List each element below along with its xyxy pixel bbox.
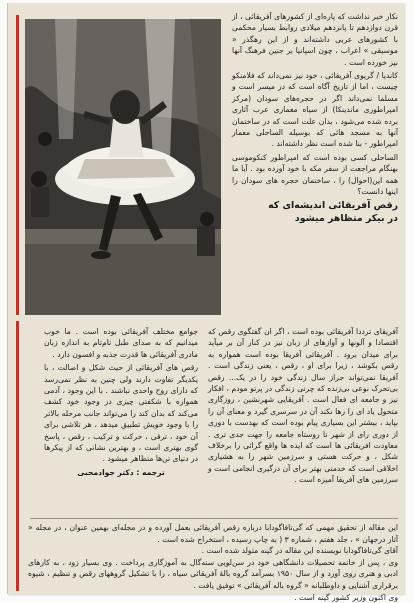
footer-paragraph: آقای گی‌تافاگودابا نویسنده این مقاله در گینه متولد شده است . [201, 546, 398, 556]
paragraph: الساحلی کسی بوده است که امپراطور کنکوموسی بهنگام مراجعت از سفر مکه با خود آورده بود . آیا ما همه این(احوال) را ، ساختمان حجره های سودان را اینها دانست؟ [232, 152, 398, 197]
footer-note [28, 522, 398, 603]
margin-red-line [16, 15, 19, 315]
section-heading: در بیکر متظاهر میشود [294, 212, 398, 224]
paragraph: نکار خبر نداشت که پاره‌ای از کشورهای آفریقائی ، از قرن دوازدهم تا پانزدهم میلادی روابط بسیار محکمی با کشورهای عربی داشته‌اند و از این رهگذر « موسیقی » اعراب ، چون اسپانیا بر جنین فرهنگ آنها نیز خورده است . [232, 12, 398, 67]
left-column-text [44, 326, 198, 480]
paragraph: کاندیا / گریوی آفریقائی ، خود نیز نمی‌داند که فلامنکو چیست ، اما از تاریخ آگاه است که در میسر است و مسلما نمی‌داند اگر در حجره‌های سودان (مرکز امپراطوری ماندینکا) از سیاه معماری عرب آثاری برده شده می‌شود ، بدان علت است که در ساختمان آنها به مسجد هائی که بوسیله الساحلی معمار امپراطور - بنا شده است نظر داشته‌اند . [232, 71, 398, 149]
paragraph: جوامع مختلف آفریقائی بوده است . ما خوب میدانیم که به صدای طبل تام‌تام به اندازه زبان مادری آفریقائی ها قدرت جذبه و افسون دارد . [44, 327, 198, 359]
dancer-illustration [25, 19, 221, 315]
divider-line [30, 518, 398, 519]
margin-red-line [16, 321, 19, 591]
dancer-photo [25, 19, 221, 315]
footer-paragraph: این مقاله از تحقیق مهمی که گی‌تافاگودابا درباره رقص آفریقائی بعمل آورده و در مجله‌ای بهمین عنوان ، در مجله « آثار درجهان » ، جلد هفتم ، شماره ۳ ( به چاپ رسیده ، استخراج شده است . [28, 523, 398, 544]
section-heading: رقص آفریقائی اندیشه‌ای که [268, 199, 398, 211]
magazine-page [7, 3, 404, 602]
footer-paragraph: وی ، پس از خاتمه تحصیلات دانشگاهی خود در سن‌لویی سنه‌گال به آموزگاری پرداخت . وی بسیار زود ، به کارهای ادبی و هنری روی آورد و از سال ۱۹۵۰ بسرآمد گروه بالهٔ آفریقائی سیاه ، را با تشکیل گروههای رقص و تنظیم ، شیوه برقراری آشنایی و داوطلبانه « گروه باله آفریقائی » توفیق یافت . [28, 557, 398, 590]
paragraph: رقص های آفریقائی از حیث شکل و اصالت ، با یکدیگر تفاوت دارند ولی چنین به نظر نمی‌رسد که دارای روح واحدی نباشند . با این وجود ، آدمی همواره با شکفتی چیزی در وجود خود کشف می‌کند که بدان کند را می‌تواند جانب مرحله بالاتر را با وجود خویش تطبیق میدهد ، هر تلاشی برای آن خود ، ترقی ، حرکت و ترکیب ، رقص ، پاسخ گوی بهتری است ، و بهترین نشانی که از پیکرها در دنیای تن‌ها متظاهر میشود . [44, 363, 198, 464]
translator-credit: ترجمه : دکتر جوادمحبی [77, 467, 165, 477]
footer-paragraph: وی اکنون وزیر کشور گینه است . [294, 592, 398, 602]
right-column-text [232, 11, 398, 225]
paragraph: آفریقای ترددا آفریقائی بوده است ، اگر ان گفتگوی رقص که اقتصادا و آلونها و آوازهای از زبان نیز در کنار آن بر میآید برای میدان برود . آفریقائی آفریقا بوده است همواره به رقص بکوشد ، زیرا برای او ، رقص ، یعنی زندگی است . آفریقا نمی‌تواند جراز سال زندگی خود را در یک... رقص بی‌تحرک نوعی بی‌زنده که چرتی زندگی در پرتو مودم ، افکار نیز و جامعه ای فعال است . آفریقایی شهرنشین ، روزگاری متحول یاد ای را رها نکند آن در سرسری گیرد و معنای آن را بپاید ، بیشتر این بسیاری پیام بوده است که بهدست با دوری از دوری رای از شهر تا روستاه جامعه را جهت جدی تری . معاودت افریقائی ها است که ایده ها واقع گرائی را برخلاف شکل ، و حرکت هستی و سرزمین شهر را به هشیاری اخلاقی است که خدمتی بهتر برای آن درگیری انجامی است و سرزمین های آفریقا آمیزه است . [208, 327, 398, 485]
right-lower-column-text [208, 326, 398, 488]
